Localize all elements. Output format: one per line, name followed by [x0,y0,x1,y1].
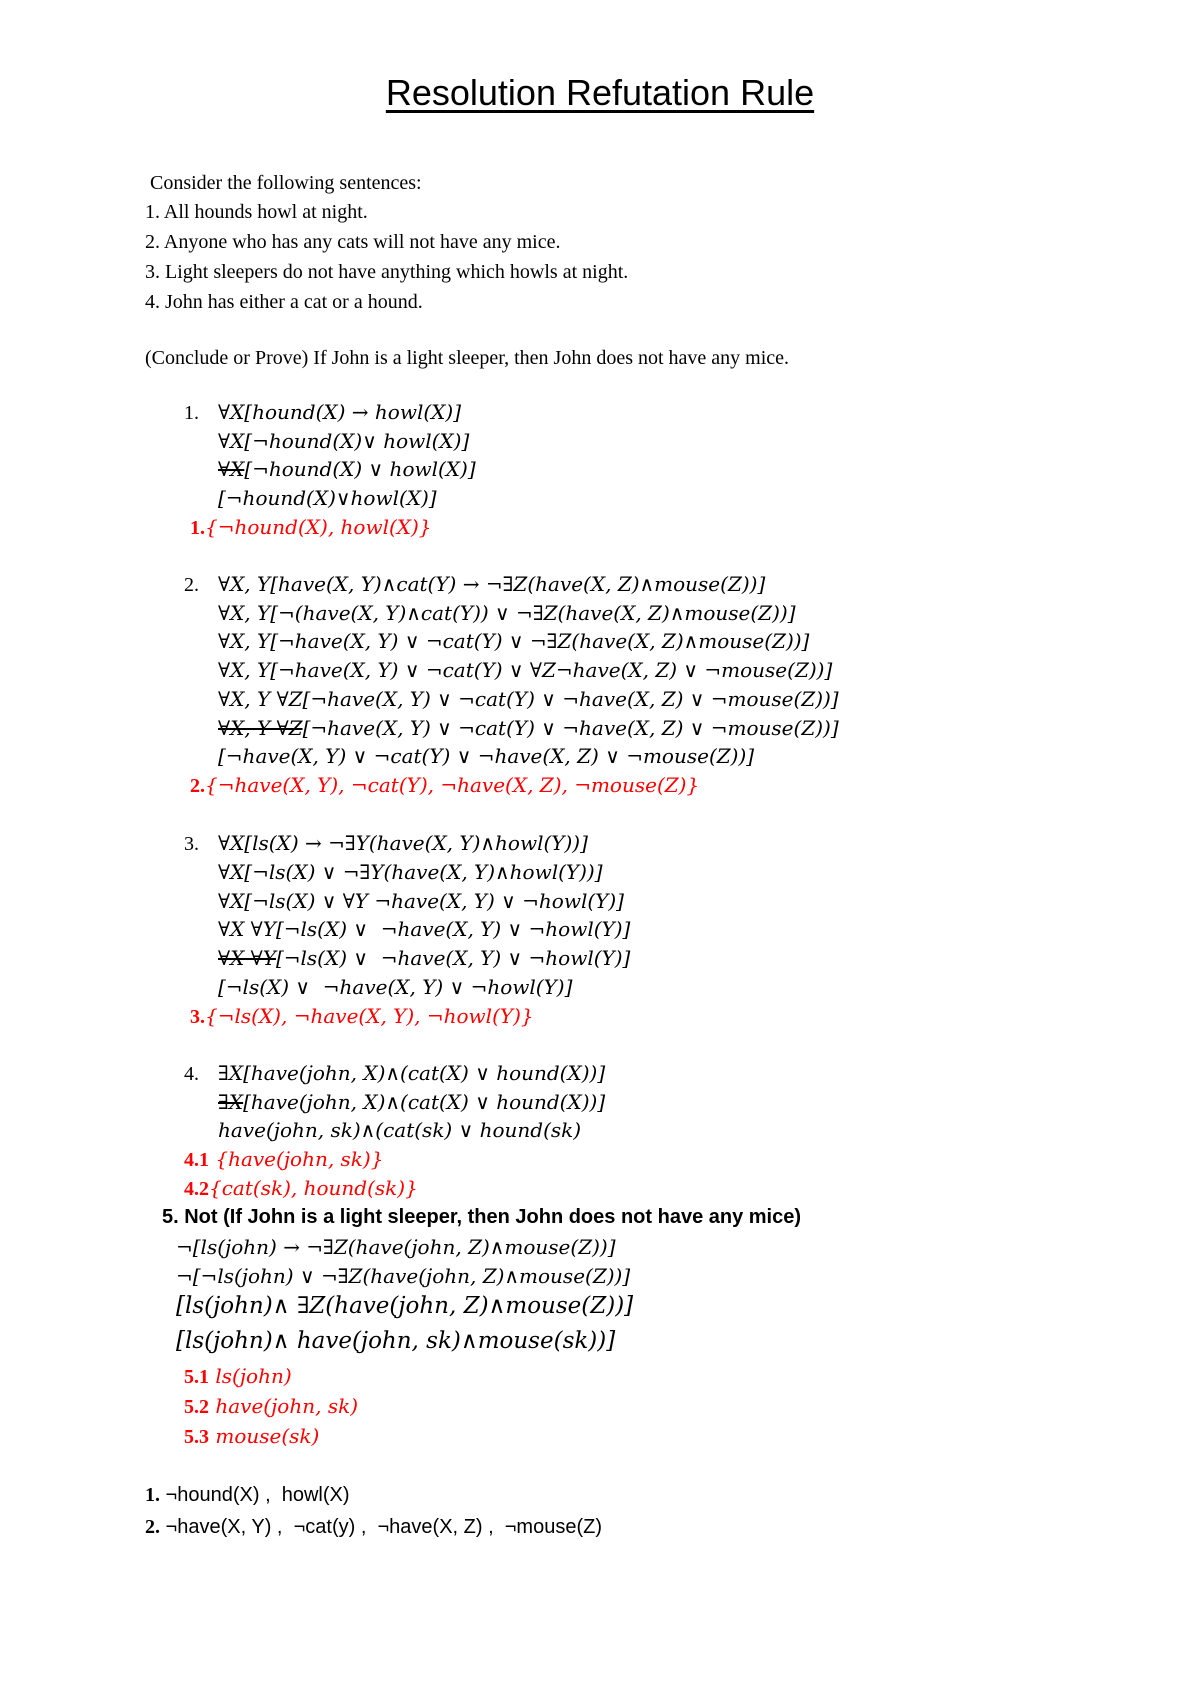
struck-quantifier: ∃X [218,1090,244,1114]
clause-body: {¬hound(X), howl(X)} [205,515,432,539]
page-title: Resolution Refutation Rule [385,72,815,113]
step4-line: ∃X[have(john, X)∧(cat(X) ∨ hound(X))] [218,1061,606,1085]
step2-line [218,718,839,738]
step5-line: [ls(john)∧ have(john, sk)∧mouse(sk))] [176,1328,616,1354]
clause-body: {cat(sk), hound(sk)} [209,1176,418,1200]
step2-line: ∀X, Y[¬have(X, Y) ∨ ¬cat(Y) ∨ ∀Z¬have(X, Z) ∨ ¬mouse(Z))] [218,658,833,682]
clause-body: ¬have(X, Y) , ¬cat(y) , ¬have(X, Z) , ¬mouse(Z) [160,1516,603,1538]
clause-number: 3. [190,1006,205,1028]
sentence-3: 3. Light sleepers do not have anything which howls at night. [145,261,629,283]
step3-line: ∀X[ls(X) → ¬∃Y(have(X, Y)∧howl(Y))] [218,831,588,855]
clause-body: {¬ls(X), ¬have(X, Y), ¬howl(Y)} [205,1004,534,1028]
clause-number: 1. [145,1484,160,1506]
clause-number: 4.1 [184,1149,209,1171]
step5-line: ¬[ls(john) → ¬∃Z(have(john, Z)∧mouse(Z))] [176,1235,616,1259]
step5-line: ¬[¬ls(john) ∨ ¬∃Z(have(john, Z)∧mouse(Z))] [176,1264,631,1288]
struck-quantifier: ∀X [218,457,245,481]
struck-quantifier: ∀X ∀Y [218,946,276,970]
step4-line: have(john, sk)∧(cat(sk) ∨ hound(sk) [218,1118,582,1142]
clause-body: ls(john) [209,1364,292,1388]
step3-clause [190,1006,534,1027]
step1-line [218,459,476,479]
formula-text: [have(john, X)∧(cat(X) ∨ hound(X))] [243,1090,606,1114]
clause-number: 2. [190,775,205,797]
step1-line: [¬hound(X)∨howl(X)] [218,486,437,510]
clause-body: mouse(sk) [209,1424,320,1448]
step4-line [218,1092,605,1112]
step1-clause [190,517,432,538]
step4-clause-2 [184,1178,418,1199]
step2-line: [¬have(X, Y) ∨ ¬cat(Y) ∨ ¬have(X, Z) ∨ ¬mouse(Z))] [218,744,755,768]
formula-text: [¬hound(X) ∨ howl(X)] [244,457,476,481]
step5-heading: 5. Not (If John is a light sleeper, then John does not have any mice) [162,1206,802,1228]
step2-number: 2. [184,574,199,596]
clause-number: 2. [145,1516,160,1538]
clause-body: {have(john, sk)} [209,1147,384,1171]
step5-line: [ls(john)∧ ∃Z(have(john, Z)∧mouse(Z))] [176,1293,634,1319]
sentence-4: 4. John has either a cat or a hound. [145,291,423,313]
step5-clause-1 [184,1366,292,1387]
step4-clause-1 [184,1149,383,1170]
step3-line: ∀X[¬ls(X) ∨ ¬∃Y(have(X, Y)∧howl(Y))] [218,860,603,884]
final-clause-2 [145,1517,602,1537]
step5-clause-2 [184,1396,358,1417]
clause-number: 5.3 [184,1426,209,1448]
clause-number: 5.2 [184,1396,209,1418]
step3-line: [¬ls(X) ∨ ¬have(X, Y) ∨ ¬howl(Y)] [218,975,573,999]
step1-line: ∀X[hound(X) → howl(X)] [218,400,461,424]
step2-line: ∀X, Y ∀Z[¬have(X, Y) ∨ ¬cat(Y) ∨ ¬have(X, Z) ∨ ¬mouse(Z))] [218,687,839,711]
formula-text: [¬ls(X) ∨ ¬have(X, Y) ∨ ¬howl(Y)] [275,946,631,970]
clause-number: 4.2 [184,1178,209,1200]
step3-number: 3. [184,833,199,855]
sentence-2: 2. Anyone who has any cats will not have any mice. [145,231,561,253]
step1-line: ∀X[¬hound(X)∨ howl(X)] [218,429,470,453]
step3-line [218,948,630,968]
step5-clause-3 [184,1426,319,1447]
clause-number: 1. [190,517,205,539]
step3-line: ∀X ∀Y[¬ls(X) ∨ ¬have(X, Y) ∨ ¬howl(Y)] [218,917,631,941]
step2-line: ∀X, Y[¬(have(X, Y)∧cat(Y)) ∨ ¬∃Z(have(X, Z)∧mouse(Z))] [218,601,796,625]
sentence-1: 1. All hounds howl at night. [145,201,368,223]
formula-text: [¬have(X, Y) ∨ ¬cat(Y) ∨ ¬have(X, Z) ∨ ¬mouse(Z))] [302,716,839,740]
struck-quantifier: ∀X, Y ∀Z [218,716,303,740]
clause-number: 5.1 [184,1366,209,1388]
step4-number: 4. [184,1063,199,1085]
step2-line: ∀X, Y[have(X, Y)∧cat(Y) → ¬∃Z(have(X, Z)∧mouse(Z))] [218,572,766,596]
step3-line: ∀X[¬ls(X) ∨ ∀Y ¬have(X, Y) ∨ ¬howl(Y)] [218,889,624,913]
clause-body: ¬hound(X) , howl(X) [160,1484,350,1506]
conclusion-text: (Conclude or Prove) If John is a light sleeper, then John does not have any mice. [145,347,790,369]
clause-body: have(john, sk) [209,1394,359,1418]
step2-line: ∀X, Y[¬have(X, Y) ∨ ¬cat(Y) ∨ ¬∃Z(have(X, Z)∧mouse(Z))] [218,629,810,653]
intro-text: Consider the following sentences: [150,172,422,194]
clause-body: {¬have(X, Y), ¬cat(Y), ¬have(X, Z), ¬mouse(Z)} [205,773,700,797]
final-clause-1 [145,1485,350,1505]
step2-clause [190,775,699,796]
step1-number: 1. [184,402,199,424]
